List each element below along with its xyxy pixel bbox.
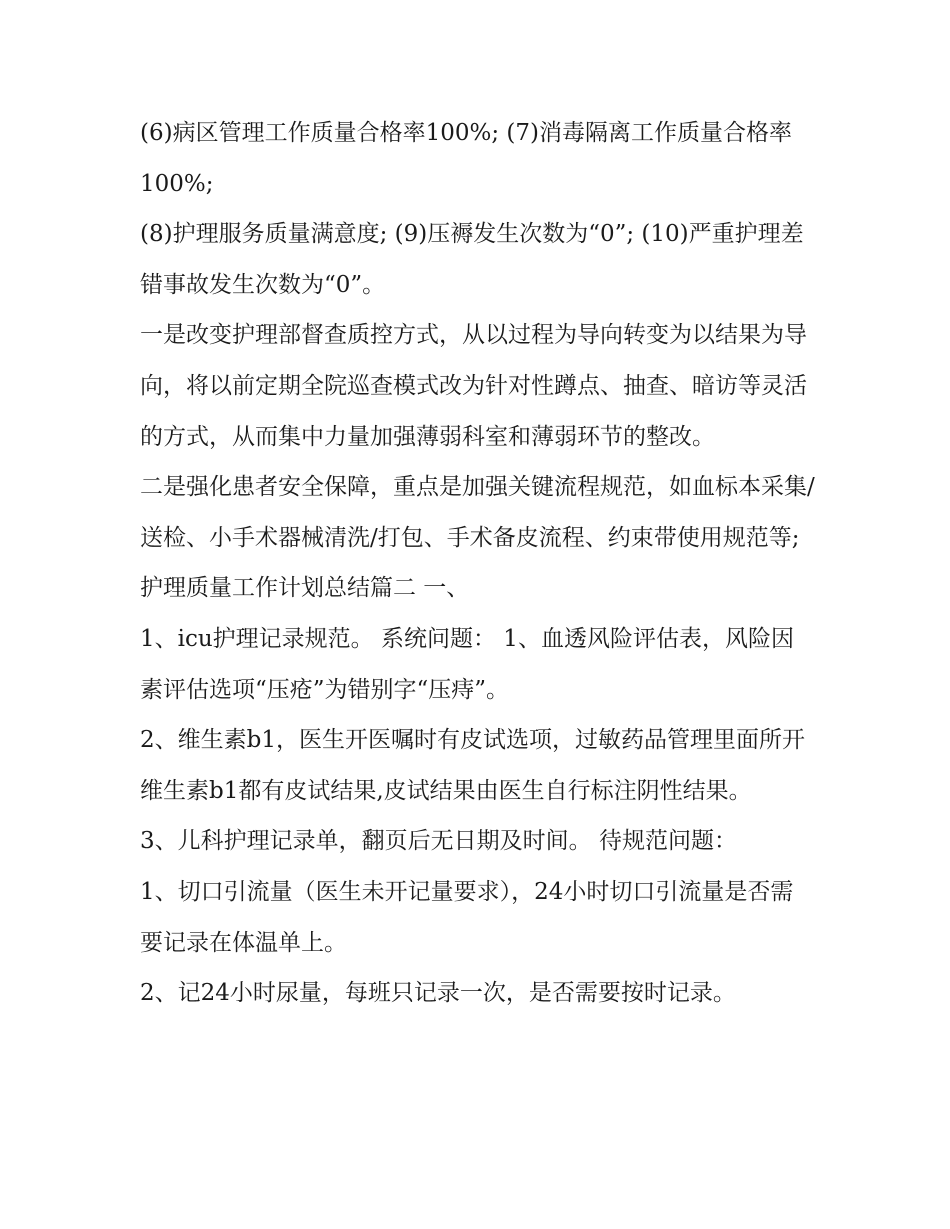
paragraph-patient-safety: 二是强化患者安全保障，重点是加强关键流程规范，如血标本采集/送检、小手术器械清洗/打包、手术备皮流程、约束带使用规范等; 护理质量工作计划总结篇二 一、: [140, 474, 815, 602]
paragraph-service-satisfaction: (8)护理服务质量满意度; (9)压褥发生次数为“0”; (10)严重护理差错事故发生次数为“0”。: [140, 221, 804, 298]
paragraph-drainage-volume: 1、切口引流量（医生未开记量要求），24小时切口引流量是否需要记录在体温单上。: [140, 878, 794, 956]
paragraph-quality-rates: (6)病区管理工作质量合格率100%; (7)消毒隔离工作质量合格率100%;: [140, 120, 792, 197]
document-body: [140, 108, 815, 1019]
paragraph-inspection-method: 一是改变护理部督查质控方式，从以过程为导向转变为以结果为导向，将以前定期全院巡查模式改为针对性蹲点、抽查、暗访等灵活的方式，从而集中力量加强薄弱科室和薄弱环节的整改。: [140, 322, 807, 450]
paragraph-pediatric-records: 3、儿科护理记录单，翻页后无日期及时间。 待规范问题：: [140, 828, 737, 855]
paragraph-icu-records: 1、icu护理记录规范。 系统问题： 1、血透风险评估表，风险因素评估选项“压疮”为错别字“压痔”。: [140, 625, 794, 703]
paragraph-vitamin-b1: 2、维生素b1，医生开医嘱时有皮试选项，过敏药品管理里面所开维生素b1都有皮试结果,皮试结果由医生自行标注阴性结果。: [140, 727, 805, 804]
paragraph-urine-volume: 2、记24小时尿量，每班只记录一次，是否需要按时记录。: [140, 980, 736, 1007]
